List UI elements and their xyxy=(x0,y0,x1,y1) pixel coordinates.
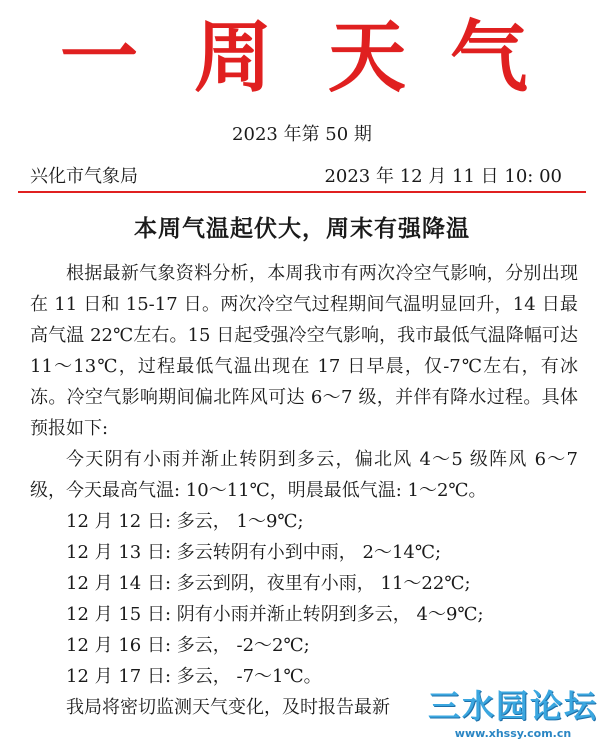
forecast-date: 12 月 15 日: xyxy=(66,604,172,625)
forecast-date: 12 月 13 日: xyxy=(66,542,172,563)
forecast-temp: 4～9℃; xyxy=(416,604,484,625)
masthead-char: 气 xyxy=(450,13,529,103)
forecast-desc: 多云， xyxy=(176,635,231,656)
issue-number: 2023 年第 50 期 xyxy=(232,124,372,145)
today-forecast: 今天阴有小雨并渐止转阴到多云，偏北风 4～5 级阵风 6～7 级，今天最高气温: 10～11℃，明晨最低气温: 1～2℃。 xyxy=(30,449,578,501)
masthead-title xyxy=(0,12,604,104)
forecast-item xyxy=(30,506,578,537)
forecast-desc: 多云， xyxy=(176,666,231,687)
forecast-item xyxy=(30,537,578,568)
forecast-desc: 阴有小雨并渐止转阴到多云， xyxy=(176,604,411,625)
watermark-url: www.xhssy.com.cn xyxy=(454,727,572,740)
masthead-char: 周 xyxy=(194,13,273,103)
forecast-temp: -2～2℃; xyxy=(236,635,310,656)
masthead-char: 天 xyxy=(328,13,407,103)
forecast-desc: 多云， xyxy=(176,511,231,532)
article-headline: 本周气温起伏大，周末有强降温 xyxy=(134,215,470,242)
header-divider xyxy=(18,191,586,193)
forecast-date: 12 月 16 日: xyxy=(66,635,172,656)
forecast-item xyxy=(30,568,578,599)
daily-forecast-list xyxy=(30,506,578,692)
forecast-item xyxy=(30,630,578,661)
publisher: 兴化市气象局 xyxy=(30,166,138,187)
masthead-char: 一 xyxy=(60,13,139,103)
publish-datetime: 2023 年 12 月 11 日 10: 00 xyxy=(324,166,562,187)
forecast-temp: -7～1℃。 xyxy=(236,666,322,687)
forecast-temp: 1～9℃; xyxy=(236,511,304,532)
article-body xyxy=(30,258,578,723)
intro-paragraph: 根据最新气象资料分析，本周我市有两次冷空气影响，分别出现在 11 日和 15-17 日。两次冷空气过程期间气温明显回升，14 日最高气温 22℃左右。15 日起受强冷空气影响，我市最低气温降幅可达 11～13℃，过程最低气温出现在 17 日早晨，仅-7℃左右，有冰冻。冷空气影响期间偏北阵风可达 6～7 级，并伴有降水过程。具体预报如下: xyxy=(30,263,578,439)
forecast-date: 12 月 17 日: xyxy=(66,666,172,687)
forecast-desc: 多云转阴有小到中雨， xyxy=(176,542,357,563)
forecast-temp: 11～22℃; xyxy=(380,573,471,594)
closing-paragraph: 我局将密切监测天气变化，及时报告最新 xyxy=(66,697,390,718)
forecast-temp: 2～14℃; xyxy=(362,542,442,563)
forecast-date: 12 月 14 日: xyxy=(66,573,172,594)
watermark-logo: 三水园论坛 xyxy=(428,687,599,725)
forecast-item xyxy=(30,599,578,630)
site-watermark xyxy=(428,686,598,746)
forecast-date: 12 月 12 日: xyxy=(66,511,172,532)
forecast-desc: 多云到阴，夜里有小雨， xyxy=(176,573,375,594)
